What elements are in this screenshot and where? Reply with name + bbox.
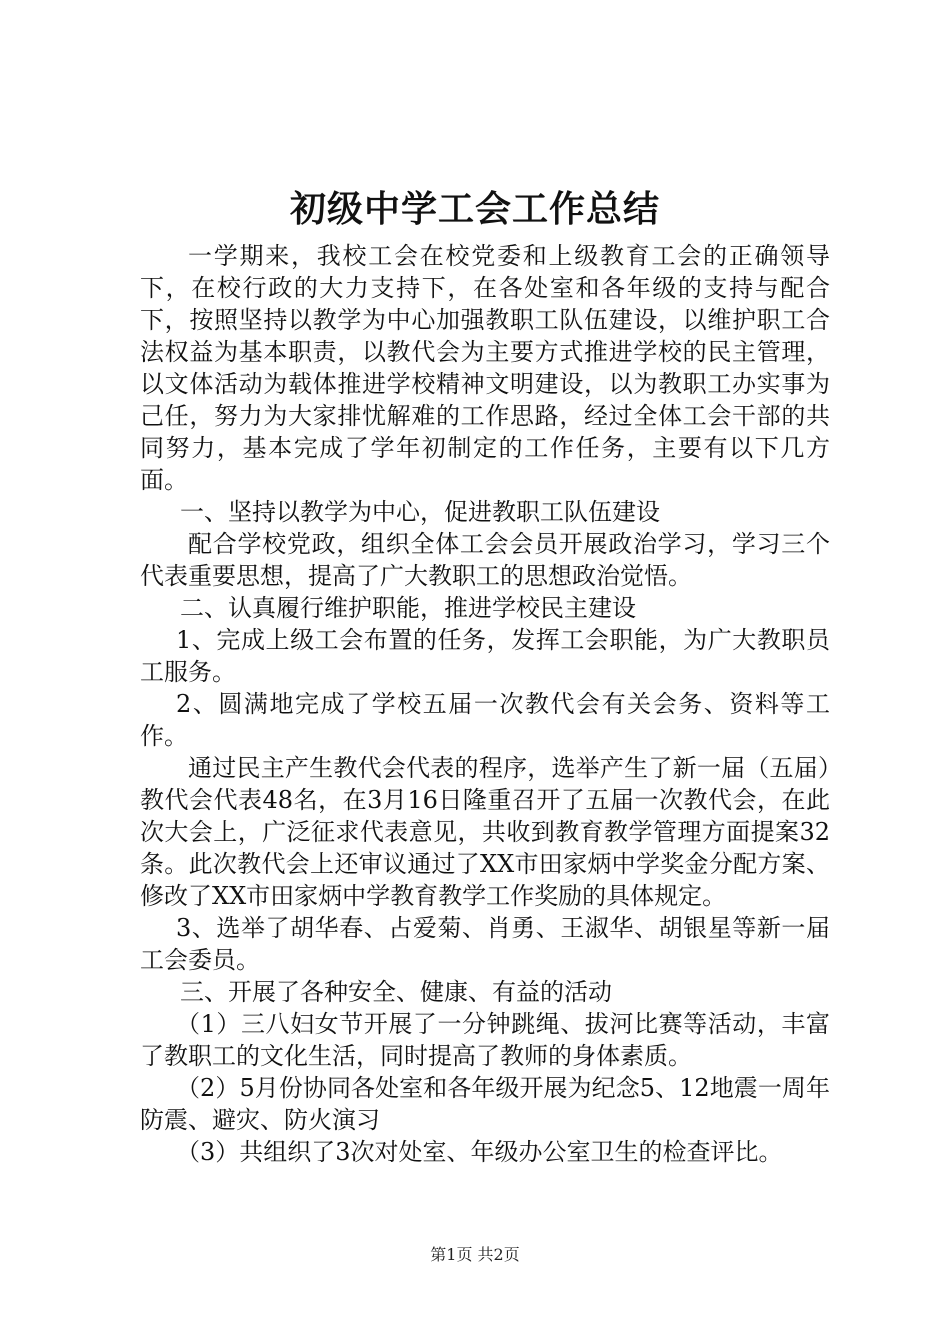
document-title: 初级中学工会工作总结 — [289, 188, 660, 230]
activity-item-1: （1）三八妇女节开展了一分钟跳绳、拔河比赛等活动，丰富了教职工的文化生活，同时提高了教师的身体素质。 — [140, 1010, 830, 1070]
section-heading-3: 三、开展了各种安全、健康、有益的活动 — [180, 978, 612, 1006]
page-number: 第1页 共2页 — [430, 1245, 520, 1264]
list-item-2: 2、圆满地完成了学校五届一次教代会有关会务、资料等工作。 — [140, 690, 830, 750]
list-item-1: 1、完成上级工会布置的任务，发挥工会职能，为广大教职员工服务。 — [140, 626, 830, 686]
activity-item-2: （2）5月份协同各处室和各年级开展为纪念5、12地震一周年防震、避灾、防火演习 — [140, 1074, 830, 1134]
activity-item-3: （3）共组织了3次对处室、年级办公室卫生的检查评比。 — [176, 1138, 783, 1166]
section-heading-2: 二、认真履行维护职能，推进学校民主建设 — [180, 594, 636, 622]
document-body — [140, 240, 830, 1168]
paragraph-congress: 通过民主产生教代会代表的程序，选举产生了新一届（五届）教代会代表48名，在3月16日隆重召开了五届一次教代会，在此次大会上，广泛征求代表意见，共收到教育教学管理方面提案32条。此次教代会上还审议通过了XX市田家炳中学奖金分配方案、修改了XX市田家炳中学教育教学工作奖励的具体规定。 — [140, 754, 830, 910]
list-item-3: 3、选举了胡华春、占爱菊、肖勇、王淑华、胡银星等新一届工会委员。 — [140, 914, 830, 974]
paragraph-intro: 一学期来，我校工会在校党委和上级教育工会的正确领导下，在校行政的大力支持下，在各处室和各年级的支持与配合下，按照坚持以教学为中心加强教职工队伍建设，以维护职工合法权益为基本职责，以教代会为主要方式推进学校的民主管理，以文体活动为载体推进学校精神文明建设，以为教职工办实事为己任，努力为大家排忧解难的工作思路，经过全体工会干部的共同努力，基本完成了学年初制定的工作任务，主要有以下几方面。 — [140, 242, 830, 494]
section-heading-1: 一、坚持以教学为中心，促进教职工队伍建设 — [180, 498, 660, 526]
paragraph-political-study: 配合学校党政，组织全体工会会员开展政治学习，学习三个代表重要思想，提高了广大教职工的思想政治觉悟。 — [140, 530, 830, 590]
